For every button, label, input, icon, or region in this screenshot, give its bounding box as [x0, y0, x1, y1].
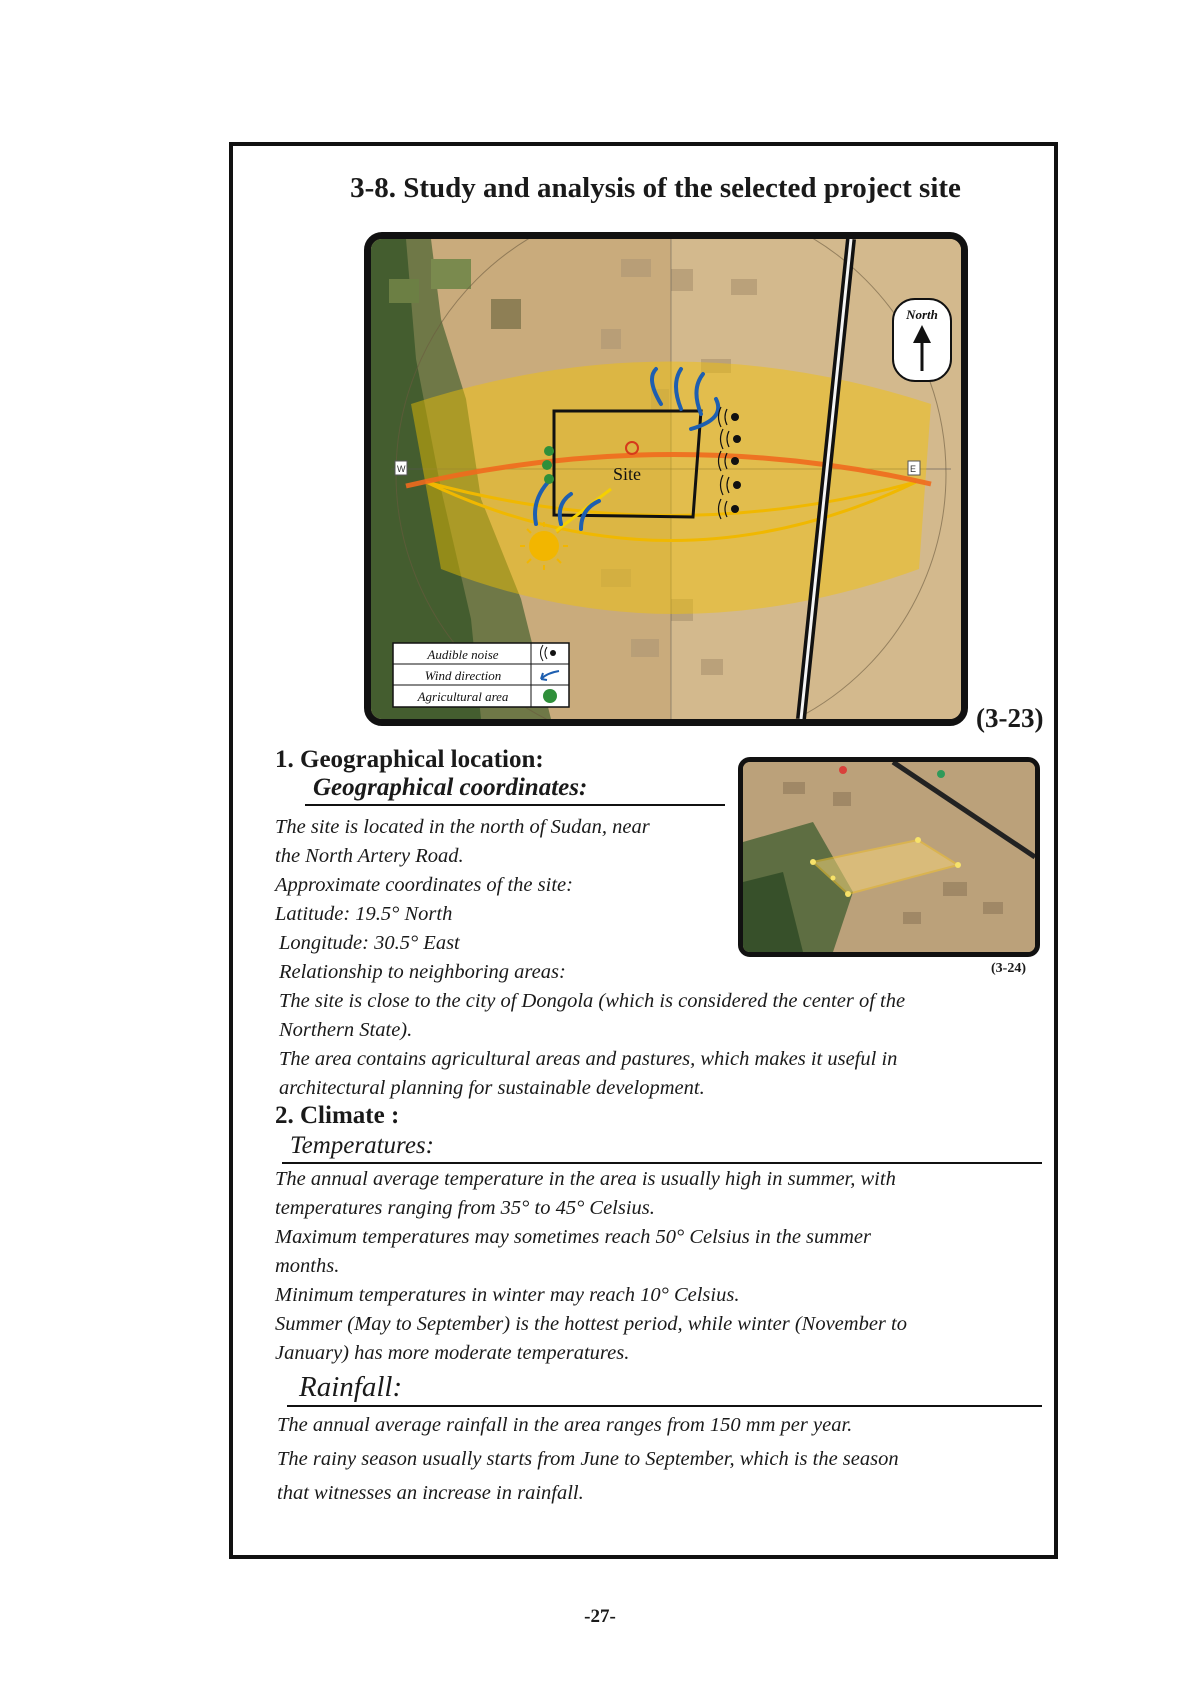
- north-arrow-icon: [893, 299, 951, 381]
- text-line: architectural planning for sustainable development.: [279, 1077, 705, 1099]
- east-label: E: [910, 464, 917, 474]
- north-label: North: [906, 307, 938, 322]
- text-line: that witnesses an increase in rainfall.: [277, 1482, 584, 1504]
- section-title: 3-8. Study and analysis of the selected project site: [350, 172, 961, 204]
- geo-paragraph-b: [279, 929, 905, 1103]
- geo-subheading: Geographical coordinates:: [305, 772, 725, 806]
- text-line: Northern State).: [279, 1019, 413, 1041]
- text-line: Minimum temperatures in winter may reach 10° Celsius.: [275, 1284, 740, 1306]
- text-line: Latitude: 19.5° North: [275, 903, 453, 925]
- rainfall-paragraph: [277, 1408, 899, 1510]
- text-line: The site is located in the north of Sudan, near: [275, 816, 650, 838]
- text-line: The annual average temperature in the area is usually high in summer, with: [275, 1168, 896, 1190]
- text-line: Maximum temperatures may sometimes reach 50° Celsius in the summer: [275, 1226, 871, 1248]
- temperatures-heading: Temperatures:: [282, 1130, 1042, 1164]
- text-line: January) has more moderate temperatures.: [275, 1342, 630, 1364]
- site-analysis-map: [364, 232, 968, 726]
- legend-label: Audible noise: [427, 647, 499, 662]
- west-label: W: [397, 464, 406, 474]
- text-line: The area contains agricultural areas and pastures, which makes it useful in: [279, 1048, 898, 1070]
- legend-label: Wind direction: [424, 668, 502, 683]
- legend-label: Agricultural area: [417, 689, 509, 704]
- text-line: Approximate coordinates of the site:: [275, 874, 573, 896]
- text-line: Summer (May to September) is the hottest period, while winter (November to: [275, 1313, 907, 1335]
- text-line: The rainy season usually starts from June to September, which is the season: [277, 1448, 899, 1470]
- geo-paragraph-a: [275, 813, 650, 929]
- text-line: The annual average rainfall in the area ranges from 150 mm per year.: [277, 1414, 853, 1436]
- geo-heading: 1. Geographical location:: [275, 746, 544, 773]
- text-line: The site is close to the city of Dongola (which is considered the center of the: [279, 990, 906, 1012]
- site-aerial-svg: [743, 762, 1035, 952]
- site-aerial-map: [738, 757, 1040, 957]
- text-line: Longitude: 30.5° East: [279, 932, 460, 954]
- site-analysis-svg: [371, 239, 961, 719]
- climate-heading: 2. Climate :: [275, 1102, 400, 1129]
- page-number: -27-: [584, 1606, 616, 1627]
- rainfall-heading: Rainfall:: [287, 1369, 1042, 1407]
- site-label: Site: [613, 464, 642, 484]
- map-legend: [393, 643, 569, 707]
- tree-icon: [543, 689, 557, 703]
- figure-3-23-label: (3-23): [976, 703, 1044, 733]
- text-line: the North Artery Road.: [275, 845, 464, 867]
- text-line: temperatures ranging from 35° to 45° Celsius.: [275, 1197, 655, 1219]
- text-line: months.: [275, 1255, 340, 1277]
- text-line: Relationship to neighboring areas:: [279, 961, 566, 983]
- temperatures-paragraph: [275, 1165, 907, 1368]
- figure-3-24-label: (3-24): [991, 961, 1026, 976]
